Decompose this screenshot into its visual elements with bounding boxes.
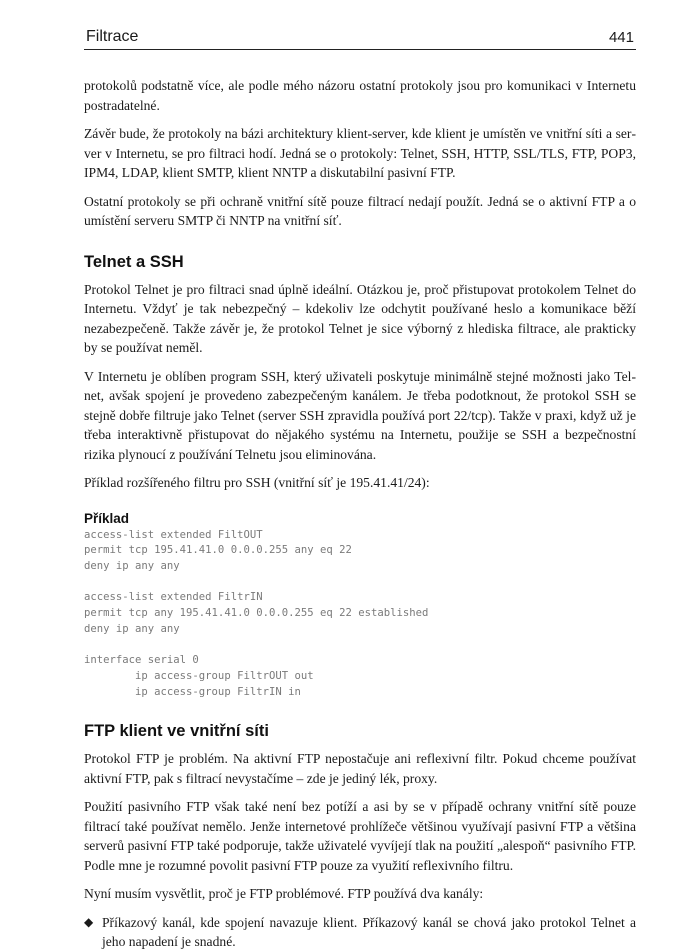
code-line: deny ip any any [84, 559, 180, 572]
paragraph: Příklad rozšířeného filtru pro SSH (vnitřní síť je 195.41.41/24): [84, 475, 430, 490]
code-line: access-list extended FiltOUT [84, 528, 263, 541]
code-line: permit tcp any 195.41.41.0 0.0.0.255 eq 22 established [84, 607, 429, 619]
list-item [84, 913, 636, 952]
code-line: permit tcp 195.41.41.0 0.0.0.255 any eq 22 [84, 544, 352, 557]
paragraph: Použití pasivního FTP však také není bez potíží a asi by se v případě ochrany vnitřní sítě pouze filtrací také používat nemělo. Jenže internetové prohlížeče většinou využívají pasivní FTP a většina serverů pasivní FTP také podporuje, takže uživatelé vyvíjejí tlak na použití „alespoň“ pasivního FTP. Podle mne je rozumné povolit pasivní FTP pouze za využití reflexivního filtru. [84, 799, 636, 873]
code-line: deny ip any any [84, 622, 180, 635]
paragraph: Protokol Telnet je pro filtraci snad úplně ideální. Otázkou je, proč přistupovat protokolem Telnet do Internetu. Vždyť je tak nebezpečný – kdekoliv lze odchytit používané heslo a komunikace běží nezabezpečeně. Takže závěr je, že protokol Telnet je sice výborný z hlediska filtrace, ale prakticky by se používat neměl. [84, 281, 636, 355]
chapter-title: Filtrace [86, 28, 139, 45]
code-line: access-list extended FiltrIN [84, 591, 263, 604]
page [84, 28, 636, 952]
code-listing [84, 528, 636, 701]
paragraph: V Internetu je oblíben program SSH, který uživateli poskytuje minimálně stejné možnosti jako Telnet, avšak spojení je provedeno zabezpečeným kanálem. Je třeba podotknout, že protokol SSH se stejně dobře filtruje jako Telnet (server SSH zpravidla používá port 22/tcp). Takže v praxi, když už je třeba interaktivně přistupovat do nějakého systému na Internetu, použije se SSH a bezpečnostní rizika plynoucí z používání Telnetu jsou eliminována. [84, 368, 636, 462]
bullet-list [84, 913, 636, 952]
section-heading-ftp: FTP klient ve vnitřní síti [84, 722, 269, 741]
section-heading-telnet-ssh: Telnet a SSH [84, 252, 184, 271]
page-number: 441 [608, 29, 634, 46]
example-heading: Příklad [84, 510, 130, 526]
code-line: ip access-group FiltrIN in [84, 685, 301, 698]
paragraph: Protokol FTP je problém. Na aktivní FTP nepostačuje ani reflexivní filtr. Pokud chceme používat aktivní FTP, pak s filtrací nevystačíme – zde je jediný lék, proxy. [84, 751, 636, 786]
paragraph: Ostatní protokoly se při ochraně vnitřní sítě pouze filtrací nedají použít. Jedná se o aktivní FTP a o umístění serveru SMTP či NNTP na vnitřní síť. [84, 193, 636, 228]
running-header [84, 28, 636, 50]
code-line: ip access-group FiltrOUT out [84, 669, 314, 682]
paragraph: protokolů podstatně více, ale podle mého názoru ostatní protokoly jsou pro komunikaci v Internetu postradatelné. [84, 78, 636, 113]
list-item-text: Příkazový kanál, kde spojení navazuje klient. Příkazový kanál se chová jako protokol Telnet a jeho napadení je snadné. [102, 914, 636, 950]
diamond-bullet-icon: ◆ [84, 914, 94, 929]
code-line: interface serial 0 [84, 654, 199, 667]
paragraph: Nyní musím vysvětlit, proč je FTP problémové. FTP používá dva kanály: [84, 886, 484, 902]
paragraph: Závěr bude, že protokoly na bázi architektury klient-server, kde klient je umístěn ve vnitřní síti a server v Internetu, se pro filtraci hodí. Jedná se o protokoly: Telnet, SSH, HTTP, SSL/TLS, FTP, POP3, IPM4, LDAP, klient SMTP, klient NNTP a diskutabilní pasivní FTP. [84, 126, 636, 180]
page-content [84, 76, 636, 952]
